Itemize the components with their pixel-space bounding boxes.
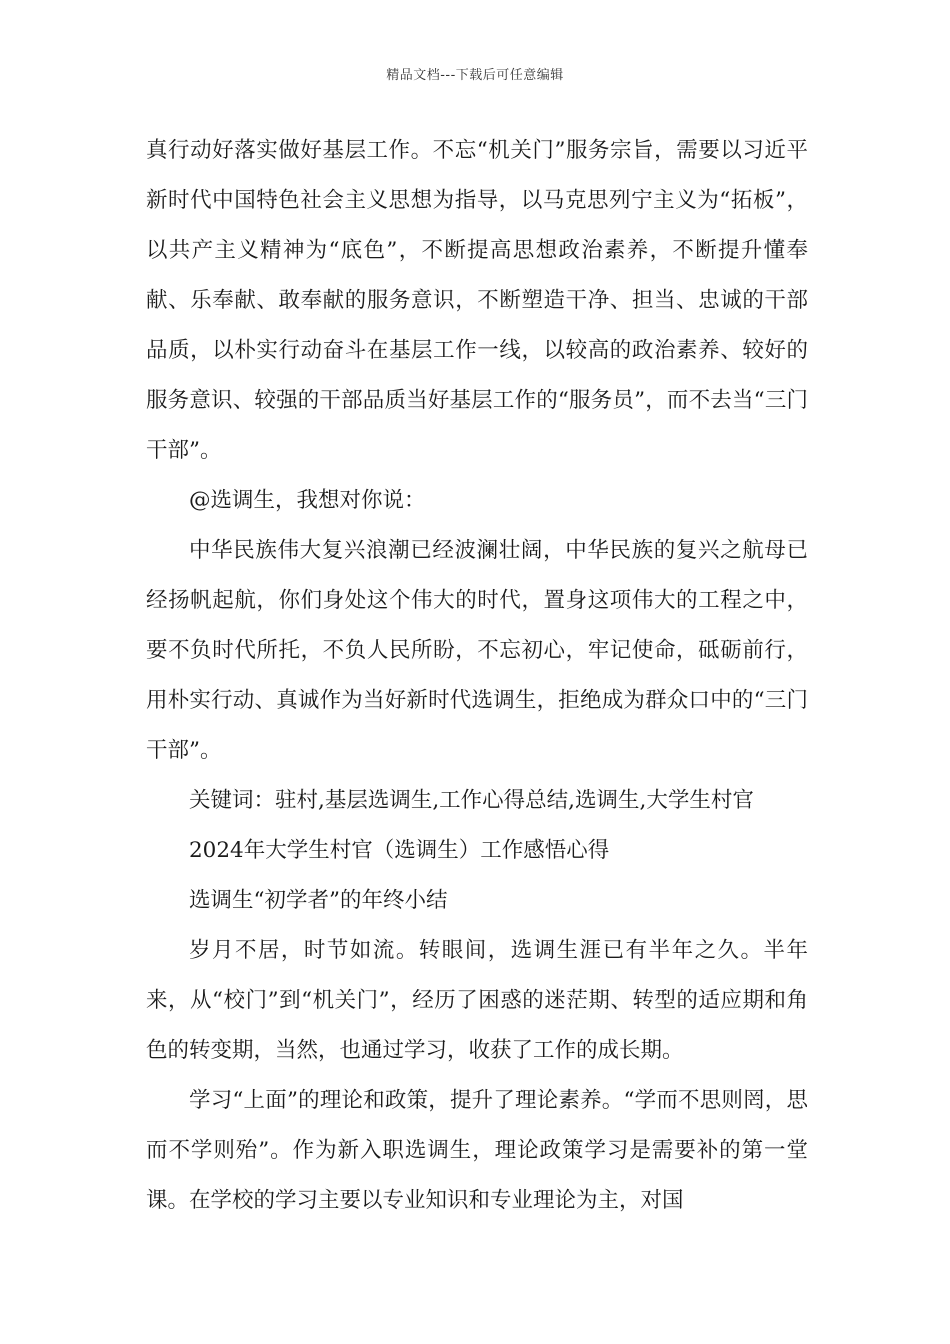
section-title: 2024年大学生村官（选调生）工作感悟心得 xyxy=(189,838,610,863)
document-body xyxy=(146,126,808,1226)
page-header: 精品文档---下载后可任意编辑 xyxy=(386,68,564,83)
paragraph: 中华民族伟大复兴浪潮已经波澜壮阔，中华民族的复兴之航母已经扬帆起航，你们身处这个伟大的时代，置身这项伟大的工程之中，要不负时代所托，不负人民所盼，不忘初心，牢记使命，砥砺前行，用朴实行动、真诚作为当好新时代选调生，拒绝成为群众口中的“三门干部”。 xyxy=(146,538,808,763)
keywords-line: 关键词：驻村,基层选调生,工作心得总结,选调生,大学生村官 xyxy=(189,788,754,813)
section-subtitle: 选调生“初学者”的年终小结 xyxy=(189,888,448,913)
paragraph: @选调生，我想对你说： xyxy=(189,488,426,513)
paragraph: 真行动好落实做好基层工作。不忘“机关门”服务宗旨，需要以习近平新时代中国特色社会主义思想为指导，以马克思列宁主义为“拓板”，以共产主义精神为“底色”，不断提高思想政治素养，不断提升懂奉献、乐奉献、敢奉献的服务意识，不断塑造干净、担当、忠诚的干部品质，以朴实行动奋斗在基层工作一线，以较高的政治素养、较好的服务意识、较强的干部品质当好基层工作的“服务员”，而不去当“三门干部”。 xyxy=(146,138,808,463)
paragraph: 学习“上面”的理论和政策，提升了理论素养。“学而不思则罔，思而不学则殆”。作为新入职选调生，理论政策学习是需要补的第一堂课。在学校的学习主要以专业知识和专业理论为主，对国 xyxy=(146,1088,808,1213)
paragraph: 岁月不居，时节如流。转眼间，选调生涯已有半年之久。半年来，从“校门”到“机关门”，经历了困惑的迷茫期、转型的适应期和角色的转变期，当然，也通过学习，收获了工作的成长期。 xyxy=(146,938,808,1063)
